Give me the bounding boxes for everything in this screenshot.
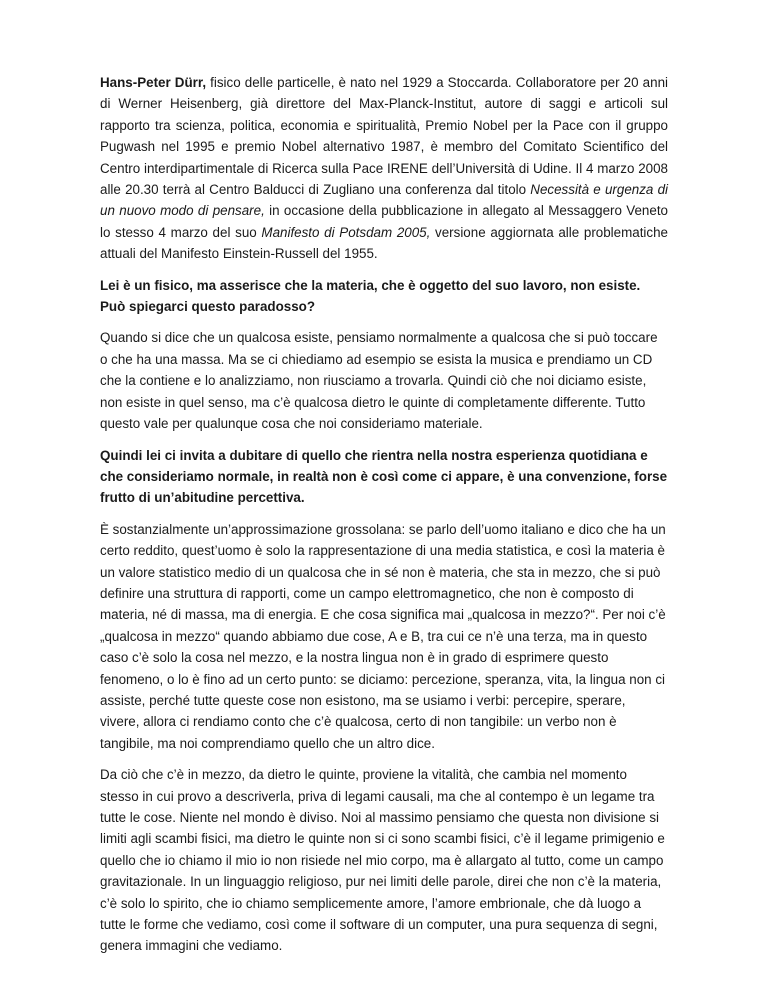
bio-text-3: versione aggiornata alle problematiche attuali del Manifesto Einstein-Russell del 1955. (100, 224, 668, 262)
manifesto-title: Manifesto di Potsdam 2005, (261, 224, 431, 240)
interview-question-2: Quindi lei ci invita a dubitare di quello che rientra nella nostra esperienza quotidiana e che consideriamo normale, in realtà non è così come ci appare, è una convenzione, forse frutto di un’abitudine percettiva. (100, 447, 668, 506)
bio-text-1: fisico delle particelle, è nato nel 1929 a Stoccarda. Collaboratore per 20 anni di Werner Heisenberg, già direttore del Max-Planck-Institut, autore di saggi e articoli sul rapporto tra scienza, politica, economia e spiritualità, Premio Nobel per la Pace con il gruppo Pugwash nel 1995 e premio Nobel alternativo 1987, è membro del Comitato Scientifico del Centro interdipartimentale di Ricerca sulla Pace IRENE dell’Università di Udine. Il 4 marzo 2008 alle 20.30 terrà al Centro Balducci di Zugliano una conferenza dal titolo (100, 75, 668, 198)
author-bio-paragraph (100, 72, 668, 265)
closing-paragraph: Da ciò che c’è in mezzo, da dietro le quinte, proviene la vitalità, che cambia nel momento stesso in cui provo a descriverla, priva di legami causali, ma che al contempo è un legame tra tutte le cose. Niente nel mondo è diviso. Noi al massimo pensiamo che questa non divisione si limiti agli scambi fisici, ma dietro le quinte non si ci sono scambi fisici, c’è il legame primigenio e quello che io chiamo il mio io non risiede nel mio corpo, ma è allargato al tutto, come un campo gravitazionale. In un linguaggio religioso, pur nei limiti delle parole, direi che non c’è la materia, c’è solo lo spirito, che io chiamo semplicemente amore, l’amore embrionale, che dà luogo a tutte le forme che vediamo, così come il software di un computer, una pura sequenza di segni, genera immagini che vediamo. (100, 767, 665, 954)
interview-question-1: Lei è un fisico, ma asserisce che la materia, che è oggetto del suo lavoro, non esiste. Può spiegarci questo paradosso? (100, 277, 641, 315)
bio-text-2: in occasione della pubblicazione in allegato al Messaggero Veneto lo stesso 4 marzo del suo (100, 203, 668, 240)
interview-answer-2: È sostanzialmente un’approssimazione grossolana: se parlo dell’uomo italiano e dico che ha un certo reddito, quest’uomo è solo la rappresentazione di una media statistica, e così la materia è un valore statistico medio di un qualcosa che in sé non è materia, che sta in mezzo, che si può definire una struttura di rapporti, come un campo elettromagnetico, che non è composto di materia, né di massa, ma di energia. E che cosa significa mai „qualcosa in mezzo?“. Per noi c’è „qualcosa in mezzo“ quando abbiamo due cose, A e B, tra cui ce n’è una terza, ma in questo caso c’è solo la cosa nel mezzo, e la nostra lingua non è in grado di esprimere questo fenomeno, o lo è fino ad un certo punto: se diciamo: percezione, speranza, vita, la lingua non ci assiste, perché tutte queste cose non esistono, ma se usiamo i verbi: percepire, sperare, vivere, allora ci rendiamo conto che c’è qualcosa, certo di non tangibile: un verbo non è tangibile, ma noi comprendiamo quello che un altro dice. (100, 521, 666, 751)
interview-answer-1: Quando si dice che un qualcosa esiste, pensiamo normalmente a qualcosa che si può toccare o che ha una massa. Ma se ci chiediamo ad esempio se esista la musica e prendiamo un CD che la contiene e lo analizziamo, non riusciamo a trovarla. Quindi ciò che noi diciamo esiste, non esiste in quel senso, ma c’è qualcosa dietro le quinte di completamente differente. Tutto questo vale per qualunque cosa che noi consideriamo materiale. (100, 330, 658, 432)
document-page (100, 72, 668, 967)
conference-title: Necessità e urgenza di un nuovo modo di pensare, (100, 182, 669, 219)
author-name: Hans-Peter Dürr, (100, 75, 207, 90)
